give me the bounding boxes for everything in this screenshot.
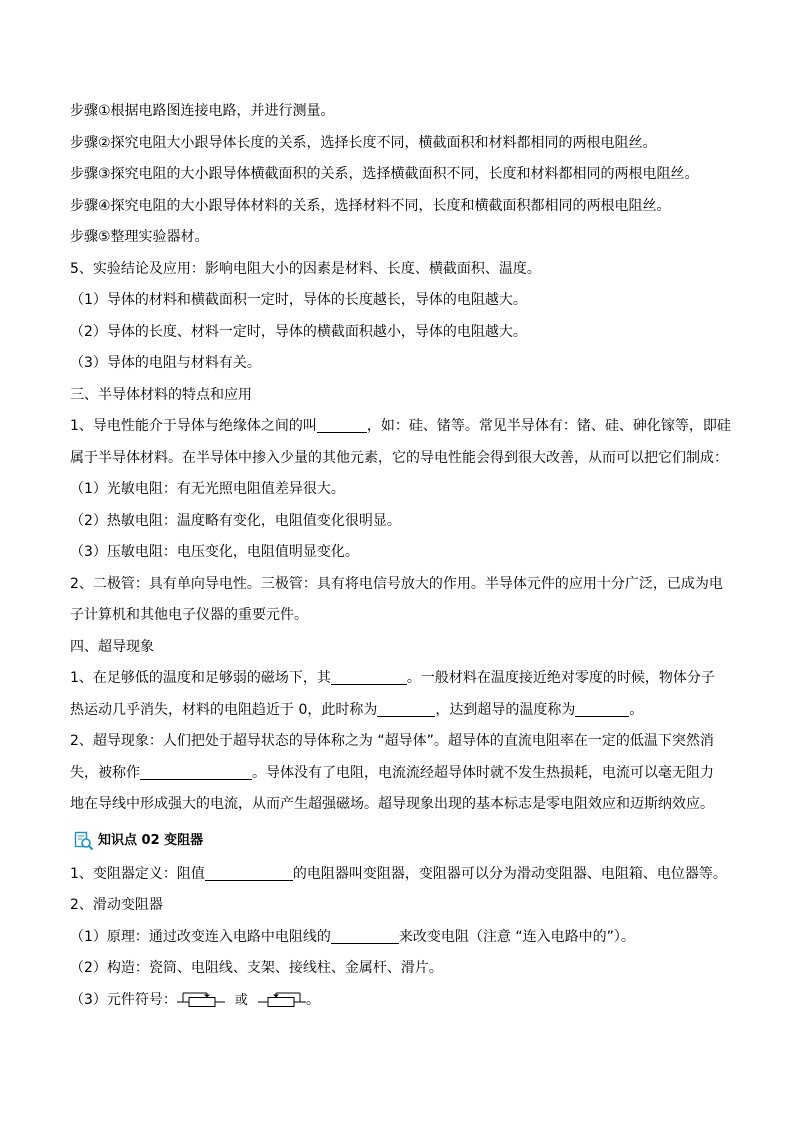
rheostat-symbol-left-icon: [177, 991, 225, 1007]
semiconductor-item-1: （1）光敏电阻：有无光照电阻值差异很大。: [70, 481, 345, 497]
superconductor-heading: 四、超导现象: [70, 638, 154, 655]
step-3: 步骤③探究电阻的大小跟导体横截面积的关系，选择横截面积不同，长度和材料都相同的两根电阻丝。: [70, 166, 699, 182]
rheostat-symbol-line: （3）元件符号： 或 。: [70, 991, 320, 1008]
superconductor-paragraph-1: 1、在足够低的温度和足够弱的磁场下，其 。一般材料在温度接近绝对零度的时候，物体分子: [70, 670, 715, 686]
superconductor-paragraph-2-cont: 失，被称作 。导体没有了电阻，电流流经超导体时就不发生热损耗，电流可以毫无阻力: [70, 764, 714, 781]
step-1: 步骤①根据电路图连接电路，并进行测量。: [70, 103, 335, 119]
superconductor-paragraph-1-cont: 热运动几乎消失，材料的电阻趋近于 0，此时称为 ，达到超导的温度称为 。: [70, 701, 644, 718]
conclusion-item-2: （2）导体的长度、材料一定时，导体的横截面积越小，导体的电阻越大。: [70, 323, 527, 340]
rheostat-definition: 1、变阻器定义：阻值 的电阻器叫变阻器，变阻器可以分为滑动变阻器、电阻箱、电位器等。: [70, 865, 727, 882]
semiconductor-paragraph-2-cont: 子计算机和其他电子仪器的重要元件。: [70, 607, 308, 623]
semiconductor-paragraph-1-cont: 属于半导体材料。在半导体中掺入少量的其他元素，它的导电性能会得到很大改善，从而可以把它们制成：: [70, 449, 728, 466]
rheostat-structure: （2）构造：瓷筒、电阻线、支架、接线柱、金属杆、滑片。: [70, 960, 443, 976]
superconductor-paragraph-2: 2、超导现象：人们把处于超导状态的导体称之为 “超导体”。超导体的直流电阻率在一定的低温下突然消: [70, 733, 714, 749]
sliding-rheostat-heading: 2、滑动变阻器: [70, 897, 163, 913]
semiconductor-item-3: （3）压敏电阻：电压变化，电阻值明显变化。: [70, 544, 359, 560]
magnifier-document-icon: [74, 831, 94, 851]
conclusion-heading: 5、实验结论及应用：影响电阻大小的因素是材料、长度、横截面积、温度。: [70, 260, 541, 277]
semiconductor-paragraph-2: 2、二极管：具有单向导电性。三极管：具有将电信号放大的作用。半导体元件的应用十分广泛，已成为电: [70, 575, 723, 592]
step-4: 步骤④探究电阻的大小跟导体材料的关系，选择材料不同，长度和横截面积都相同的两根电阻丝。: [70, 197, 671, 214]
step-5: 步骤⑤整理实验器材。: [70, 229, 209, 245]
step-2: 步骤②探究电阻大小跟导体长度的关系，选择长度不同，横截面积和材料都相同的两根电阻丝。: [70, 134, 657, 151]
document-page: [70, 96, 740, 1016]
conclusion-item-3: （3）导体的电阻与材料有关。: [70, 355, 261, 371]
knowledge-point-title: 知识点 02 变阻器: [98, 832, 204, 848]
rheostat-principle: （1）原理：通过改变连入电路中电阻线的 来改变电阻（注意 “连入电路中的”）。: [70, 928, 635, 945]
fill-blank[interactable]: [331, 929, 399, 944]
fill-blank[interactable]: [377, 702, 435, 717]
semiconductor-paragraph-1: 1、导电性能介于导体与绝缘体之间的叫 ，如：硅、锗等。常见半导体有：锗、硅、砷化镓等，即硅: [70, 418, 731, 434]
fill-blank[interactable]: [205, 866, 293, 881]
fill-blank[interactable]: [140, 765, 252, 780]
fill-blank[interactable]: [575, 702, 629, 717]
superconductor-paragraph-2-end: 地在导线中形成强大的电流，从而产生超强磁场。超导现象出现的基本标志是零电阻效应和迈斯纳效应。: [70, 796, 714, 812]
conclusion-item-1: （1）导体的材料和横截面积一定时，导体的长度越长，导体的电阻越大。: [70, 292, 527, 308]
semiconductor-heading: 三、半导体材料的特点和应用: [70, 386, 252, 403]
rheostat-symbol-right-icon: [258, 991, 306, 1007]
fill-blank[interactable]: [317, 418, 367, 433]
fill-blank[interactable]: [331, 670, 407, 685]
semiconductor-item-2: （2）热敏电阻：温度略有变化，电阻值变化很明显。: [70, 512, 401, 529]
knowledge-point-header: [70, 823, 740, 859]
